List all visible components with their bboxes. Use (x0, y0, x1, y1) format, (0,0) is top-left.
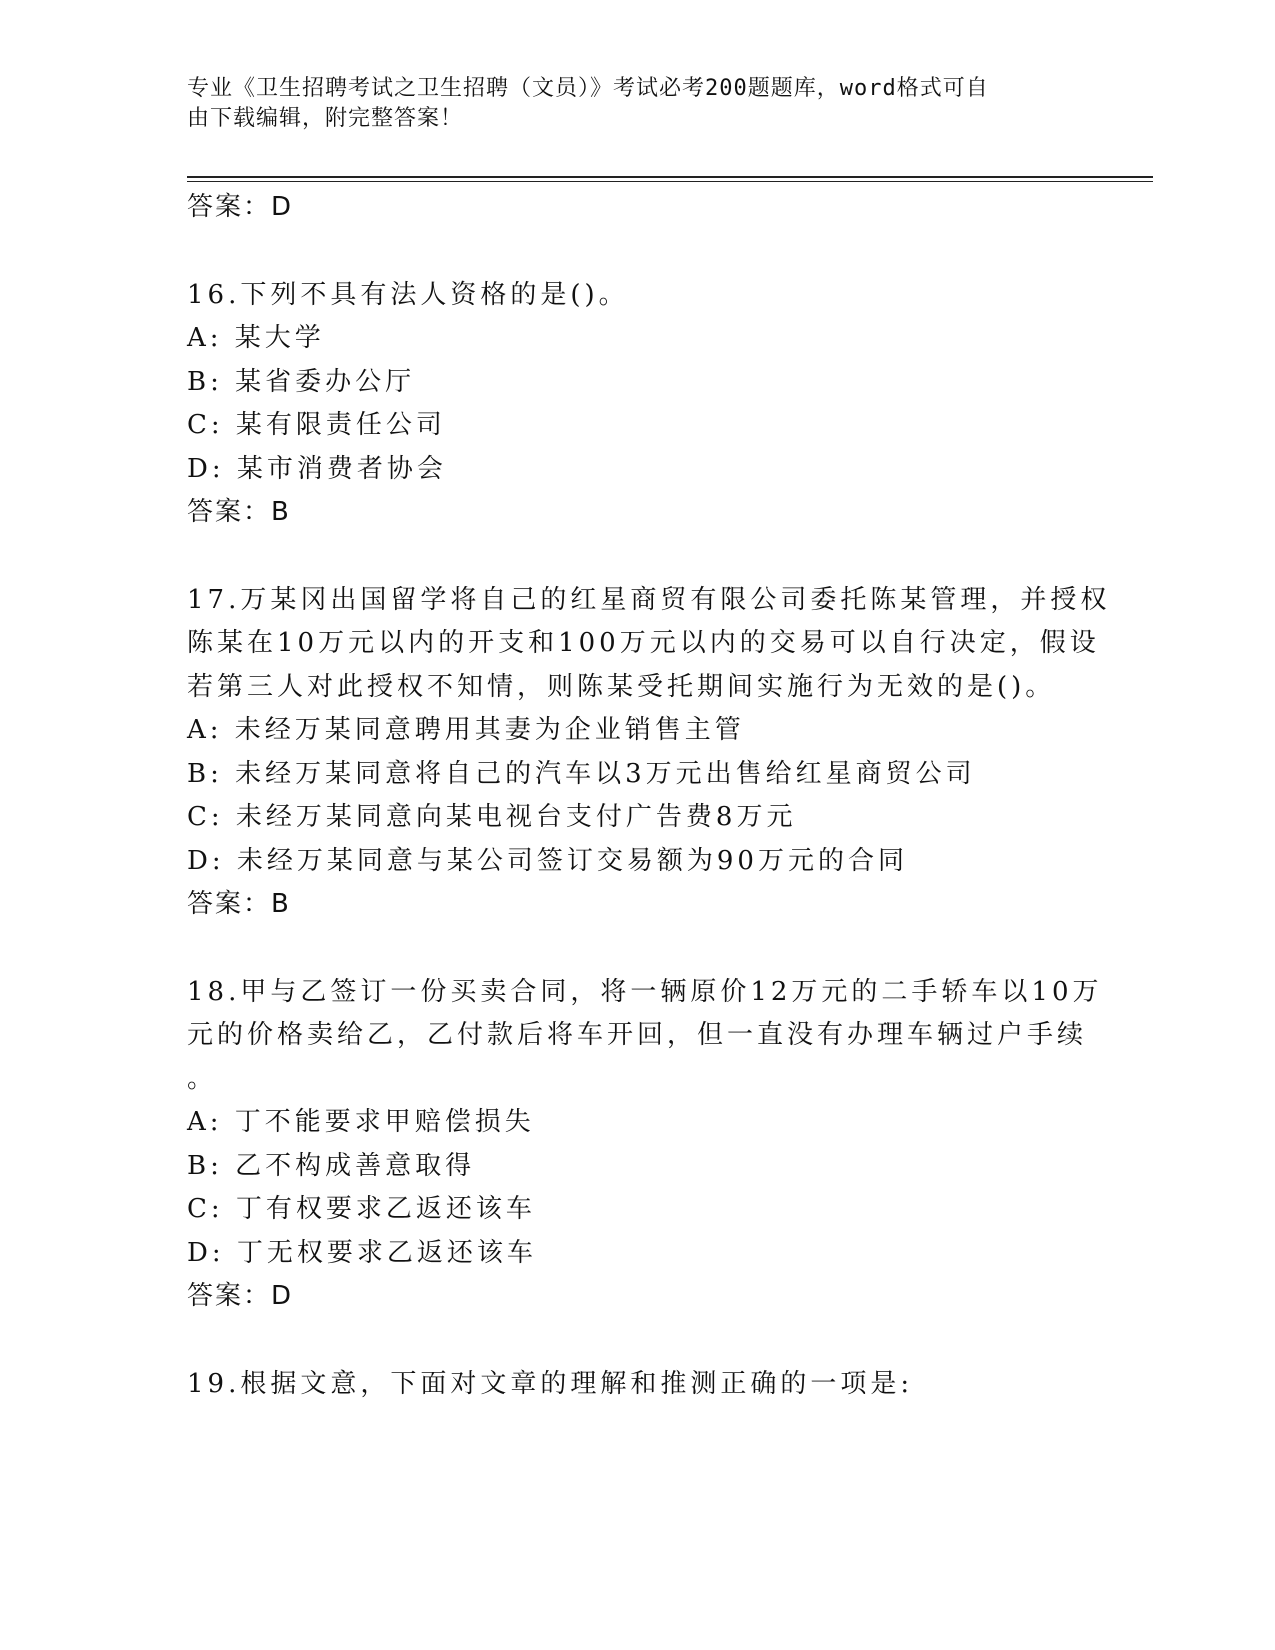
q17-stem-line-3: 若第三人对此授权不知情，则陈某受托期间实施行为无效的是()。 (187, 672, 1056, 702)
q18-answer: 答案：D (187, 1281, 294, 1311)
q16-option-d: D: 某市消费者协会 (187, 454, 447, 484)
q18-stem-line-1: 18.甲与乙签订一份买卖合同，将一辆原价12万元的二手轿车以10万 (187, 977, 1103, 1007)
q17-stem-line-2: 陈某在10万元以内的开支和100万元以内的交易可以自行决定，假设 (187, 628, 1100, 658)
q16-option-b: B: 某省委办公厅 (187, 367, 416, 397)
header-line-1: 专业《卫生招聘考试之卫生招聘（文员）》考试必考200题题库，word格式可自 (187, 76, 989, 101)
q18-stem-line-2: 元的价格卖给乙，乙付款后将车开回，但一直没有办理车辆过户手续 (187, 1020, 1088, 1050)
header-divider-thin (187, 181, 1153, 182)
q17-option-a: A: 未经万某同意聘用其妻为企业销售主管 (187, 715, 745, 745)
q17-answer: 答案：B (187, 889, 291, 919)
previous-answer: 答案：D (187, 192, 294, 222)
q17-option-c: C: 未经万某同意向某电视台支付广告费8万元 (187, 802, 797, 832)
q16-stem-line-1: 16.下列不具有法人资格的是()。 (187, 280, 629, 310)
q16-option-c: C: 某有限责任公司 (187, 410, 446, 440)
q17-option-b: B: 未经万某同意将自己的汽车以3万元出售给红星商贸公司 (187, 759, 976, 789)
header-divider-thick (187, 176, 1153, 178)
q17-stem-line-1: 17.万某冈出国留学将自己的红星商贸有限公司委托陈某管理，并授权 (187, 585, 1111, 615)
q16-answer: 答案：B (187, 497, 291, 527)
q18-option-c: C: 丁有权要求乙返还该车 (187, 1194, 536, 1224)
q16-option-a: A: 某大学 (187, 323, 325, 353)
q17-option-d: D: 未经万某同意与某公司签订交易额为90万元的合同 (187, 846, 908, 876)
q19-stem-line-1: 19.根据文意，下面对文章的理解和推测正确的一项是: (187, 1369, 914, 1399)
header-line-2: 由下载编辑，附完整答案！ (187, 106, 464, 131)
document-header (187, 74, 1067, 134)
q18-stem-line-3: 。 (187, 1064, 218, 1094)
q18-option-d: D: 丁无权要求乙返还该车 (187, 1238, 537, 1268)
q18-option-b: B: 乙不构成善意取得 (187, 1151, 476, 1181)
q18-option-a: A: 丁不能要求甲赔偿损失 (187, 1107, 535, 1137)
